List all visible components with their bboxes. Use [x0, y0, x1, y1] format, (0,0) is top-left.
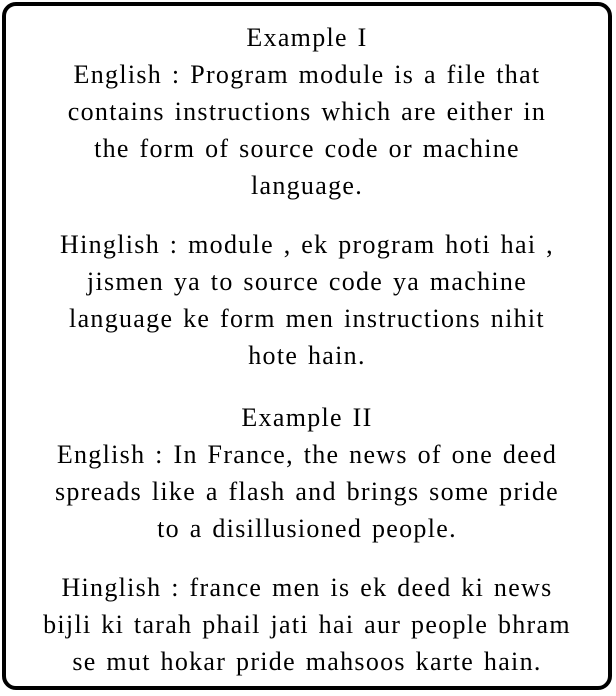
text-line: hote hain.: [248, 341, 366, 370]
example-1-english-paragraph: [6, 56, 608, 204]
example-2-english-paragraph: [6, 436, 608, 547]
text-line: English : In France, the news of one deed: [56, 440, 558, 469]
example-1-title: Example I: [246, 23, 368, 52]
text-line: Hinglish : module , ek program hoti hai ,: [60, 230, 554, 259]
text-line: English : Program module is a file that: [73, 60, 541, 89]
text-line: jismen ya to source code ya machine: [86, 267, 528, 296]
example-2: [6, 399, 608, 680]
text-line: language ke form men instructions nihit: [69, 304, 545, 333]
examples-figure-box: [2, 2, 612, 690]
text-line: contains instructions which are either in: [67, 97, 547, 126]
example-2-title: Example II: [241, 403, 373, 432]
example-2-hinglish-paragraph: [6, 569, 608, 680]
example-1: [6, 19, 608, 374]
text-line: Hinglish : france men is ek deed ki news: [61, 573, 553, 602]
text-line: the form of source code or machine: [94, 134, 520, 163]
text-line: spreads like a flash and brings some pride: [55, 477, 559, 506]
example-1-hinglish-paragraph: [6, 226, 608, 374]
text-line: to a disillusioned people.: [157, 514, 457, 543]
text-line: language.: [250, 171, 364, 200]
text-line: se mut hokar pride mahsoos karte hain.: [72, 647, 542, 676]
text-line: bijli ki tarah phail jati hai aur people bhram: [43, 610, 571, 639]
